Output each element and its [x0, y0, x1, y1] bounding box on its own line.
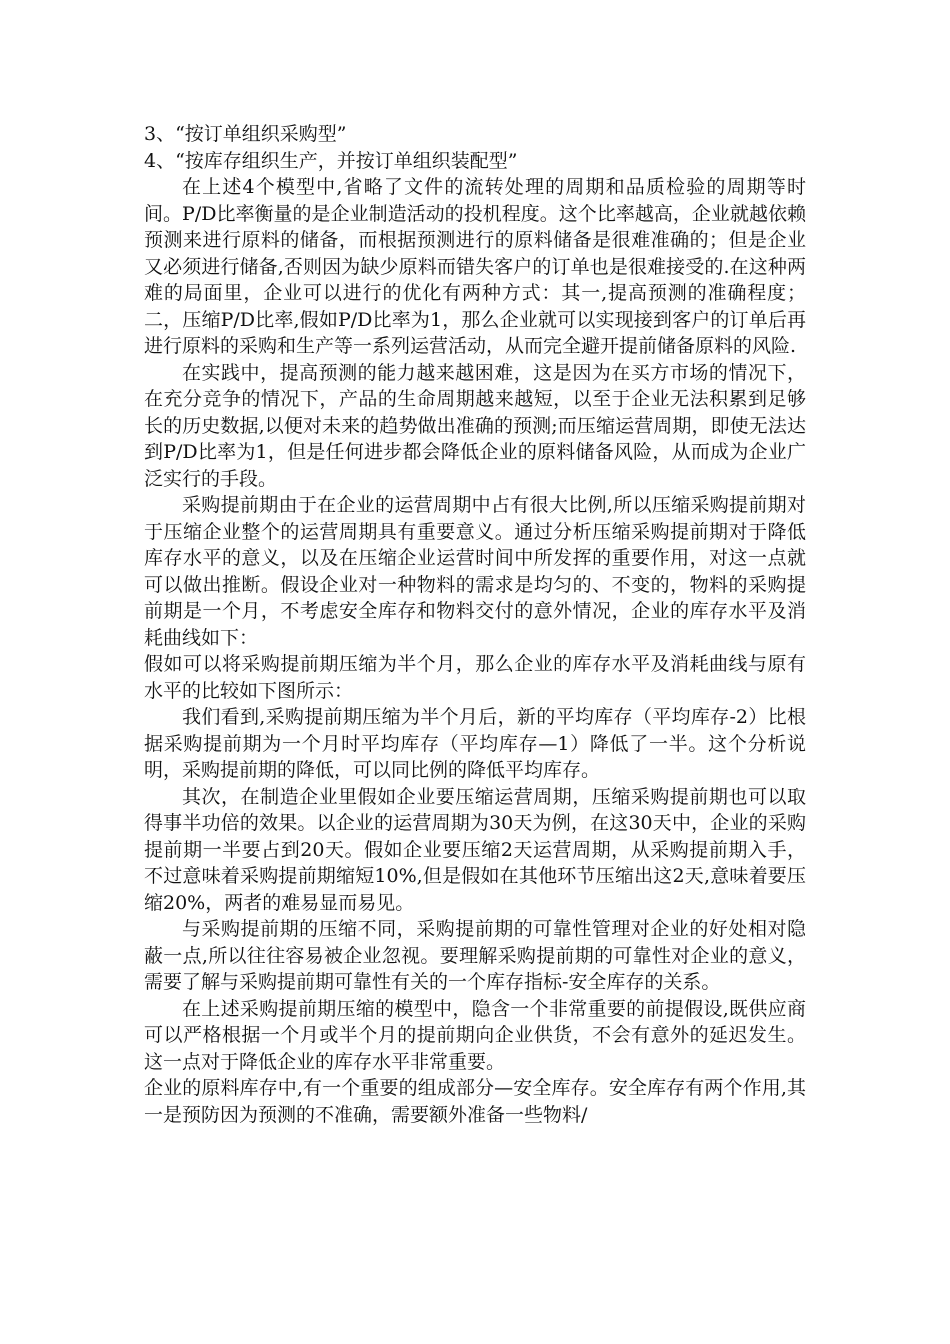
paragraph-reliability: 与采购提前期的压缩不同，采购提前期的可靠性管理对企业的好处相对隐蔽一点,所以往往容易被企业忽视。要理解采购提前期的可靠性对企业的意义，需要了解与采购提前期可靠性有关的一个库存指标-安全库存的关系。: [144, 918, 806, 993]
paragraph-average-inventory: 我们看到,采购提前期压缩为半个月后，新的平均库存（平均库存-2）比根据采购提前期为一个月时平均库存（平均库存—1）降低了一半。这个分析说明，采购提前期的降低，可以同比例的降低平均库存。: [144, 706, 806, 781]
paragraph-pd-ratio: 在上述4个模型中,省略了文件的流转处理的周期和品质检验的周期等时间。P/D比率衡量的是企业制造活动的投机程度。这个比率越高，企业就越依赖预测来进行原料的储备，而根据预测进行的原料储备是很难准确的；但是企业又必须进行储备,否则因为缺少原料而错失客户的订单也是很难接受的.在这种两难的局面里，企业可以进行的优化有两种方式：其一,提高预测的准确程度；二，压缩P/D比率,假如P/D比率为1，那么企业就可以实现接到客户的订单后再进行原料的采购和生产等一系列运营活动，从而完全避开提前储备原料的风险.: [144, 176, 806, 357]
paragraph-operating-cycle: 其次，在制造企业里假如企业要压缩运营周期，压缩采购提前期也可以取得事半功倍的效果。以企业的运营周期为30天为例，在这30天中，企业的采购提前期一半要占到20天。假如企业要压缩2天运营周期，从采购提前期入手，不过意味着采购提前期缩短10%,但是假如在其他环节压缩出这2天,意味着要压缩20%，两者的难易显而易见。: [144, 785, 806, 914]
paragraph-assumption: 在上述采购提前期压缩的模型中，隐含一个非常重要的前提假设,既供应商可以严格根据一个月或半个月的提前期向企业供货，不会有意外的延迟发生。这一点对于降低企业的库存水平非常重要。: [144, 997, 806, 1073]
document-body: [144, 121, 806, 1128]
paragraph-lead-time: 采购提前期由于在企业的运营周期中占有很大比例,所以压缩采购提前期对于压缩企业整个的运营周期具有重要意义。通过分析压缩采购提前期对于降低库存水平的意义，以及在压缩企业运营时间中所发挥的重要作用，对这一点就可以做出推断。假设企业对一种物料的需求是均匀的、不变的，物料的采购提前期是一个月，不考虑安全库存和物料交付的意外情况，企业的库存水平及消耗曲线如下：: [144, 494, 806, 649]
list-item-3: 3、“按订单组织采购型”: [144, 123, 347, 145]
paragraph-safety-stock: 企业的原料库存中,有一个重要的组成部分—安全库存。安全库存有两个作用,其一是预防因为预测的不准确，需要额外准备一些物料/: [144, 1077, 806, 1126]
paragraph-practice: 在实践中，提高预测的能力越来越困难，这是因为在买方市场的情况下，在充分竞争的情况下，产品的生命周期越来越短，以至于企业无法积累到足够长的历史数据,以便对未来的趋势做出准确的预测;而压缩运营周期，即使无法达到P/D比率为1，但是任何进步都会降低企业的原料储备风险，从而成为企业广泛实行的手段。: [144, 361, 806, 490]
paragraph-half-month: 假如可以将采购提前期压缩为半个月，那么企业的库存水平及消耗曲线与原有水平的比较如下图所示：: [144, 653, 806, 702]
list-item-4: 4、“按库存组织生产，并按订单组织装配型”: [144, 149, 518, 172]
